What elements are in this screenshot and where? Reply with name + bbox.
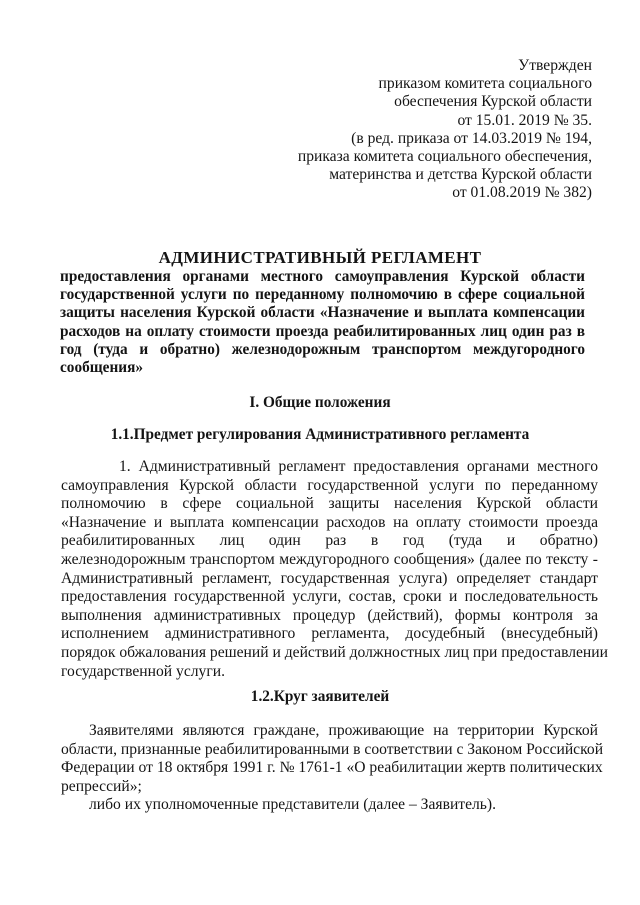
approval-line: от 15.01. 2019 № 35. bbox=[457, 111, 592, 129]
subtitle-line: год (туда и обратно) железнодорожным транспортом междугородного bbox=[60, 340, 585, 358]
paragraph-line: области, признанные реабилитированными в соответствии с Законом Российской bbox=[61, 740, 604, 758]
subtitle-line: расходов на оплату стоимости проезда реабилитированных лиц один раз в bbox=[60, 322, 585, 340]
paragraph-line: полномочию в сфере социальной защиты населения Курской области bbox=[61, 495, 598, 513]
approval-line: (в ред. приказа от 14.03.2019 № 194, bbox=[351, 129, 592, 147]
paragraph-line: Административный регламент, государственная услуга) определяет стандарт bbox=[61, 569, 598, 587]
paragraph-line: репрессий»; bbox=[61, 777, 142, 795]
approval-stamp bbox=[232, 57, 592, 203]
approval-line: обеспечения Курской области bbox=[394, 93, 592, 111]
document-subtitle bbox=[60, 268, 585, 377]
subsection-heading: 1.2.Круг заявителей bbox=[250, 688, 390, 705]
paragraph-line: самоуправления Курской области государственной услуги по переданному bbox=[61, 476, 598, 494]
paragraph-line: исполнением административного регламента, досудебный (внесудебный) bbox=[61, 625, 598, 643]
paragraph-line: железнодорожным транспортом междугородного сообщения» (далее по тексту - bbox=[61, 550, 598, 568]
subtitle-line: защиты населения Курской области «Назначение и выплата компенсации bbox=[60, 304, 585, 322]
paragraph-line: реабилитированных лиц один раз в год (туда и обратно) bbox=[61, 532, 598, 550]
paragraph-line: либо их уполномоченные представители (далее – Заявитель). bbox=[89, 796, 497, 814]
approval-line: материнства и детства Курской области bbox=[329, 166, 592, 184]
subtitle-line: сообщения» bbox=[60, 359, 143, 377]
paragraph-line: предоставления государственной услуги, состав, сроки и последовательность bbox=[61, 588, 598, 606]
document-title: АДМИНИСТРАТИВНЫЙ РЕГЛАМЕНТ bbox=[158, 248, 482, 267]
approval-line: приказом комитета социального bbox=[378, 75, 592, 93]
approval-line: приказа комитета социального обеспечения, bbox=[297, 148, 592, 166]
paragraph-line: Федерации от 18 октября 1991 г. № 1761-1 «О реабилитации жертв политических bbox=[61, 759, 603, 777]
paragraph-line: «Назначение и выплата компенсации расходов на оплату стоимости проезда bbox=[61, 513, 598, 531]
section-heading: I. Общие положения bbox=[249, 394, 391, 411]
paragraph-line: государственной услуги. bbox=[61, 662, 225, 680]
approval-line: Утвержден bbox=[518, 57, 592, 74]
paragraph-line: 1. Административный регламент предоставления органами местного bbox=[119, 458, 598, 475]
subsection-heading: 1.1.Предмет регулирования Административного регламента bbox=[110, 426, 530, 443]
paragraph-subject bbox=[61, 458, 608, 681]
paragraph-line: порядок обжалования решений и действий должностных лиц при предоставлении bbox=[61, 643, 608, 661]
paragraph-applicants bbox=[61, 722, 604, 815]
subtitle-line: государственной услуги по переданному полномочию в сфере социальной bbox=[60, 286, 585, 304]
paragraph-line: Заявителями являются граждане, проживающие на территории Курской bbox=[89, 722, 598, 739]
paragraph-line: выполнения административных процедур (действий), формы контроля за bbox=[61, 606, 598, 624]
subtitle-line: предоставления органами местного самоуправления Курской области bbox=[60, 268, 585, 285]
approval-line: от 01.08.2019 № 382) bbox=[452, 184, 592, 202]
